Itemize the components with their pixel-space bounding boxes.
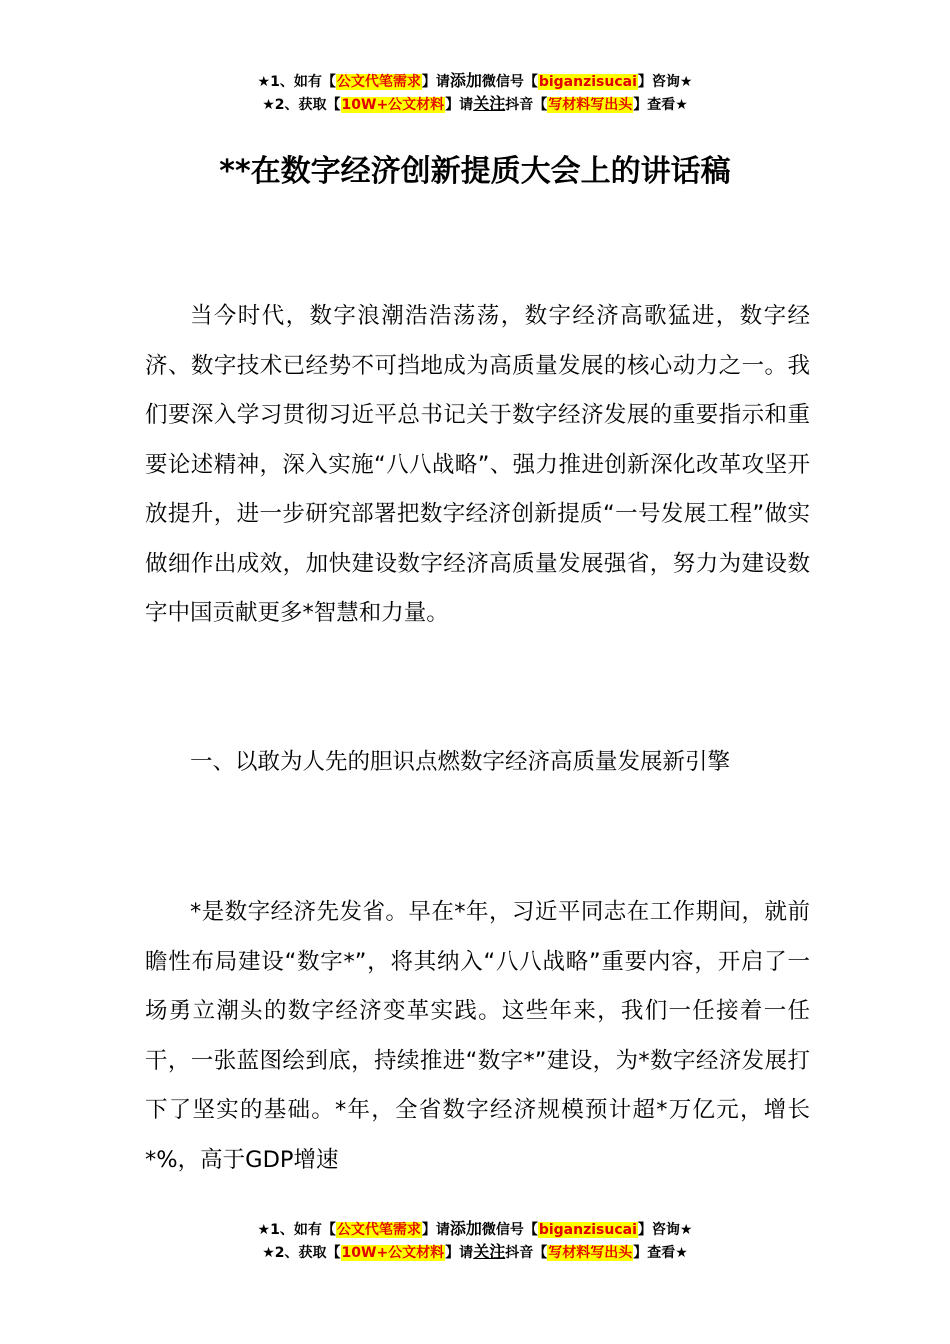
promo-emphasis: 添加 <box>449 71 482 90</box>
promo-line-2: ★2、获取【10W+公文材料】请关注抖音【写材料写出头】查看★ <box>262 1242 688 1261</box>
body-paragraph-intro: 当今时代，数字浪潮浩浩荡荡，数字经济高歌猛进，数字经济、数字技术已经势不可挡地成为高质量发展的核心动力之一。我们要深入学习贯彻习近平总书记关于数字经济发展的重要指示和重要论述精神，深入实施“八八战略”、强力推进创新深化改革攻坚开放提升，进一步研究部署把数字经济创新提质“一号发展工程”做实做细作出成效，加快建设数字经济高质量发展强省，努力为建设数字中国贡献更多*智慧和力量。 <box>145 303 810 626</box>
section-heading-1: 一、以敢为人先的胆识点燃数字经济高质量发展新引擎 <box>190 749 731 775</box>
body-paragraph-section-1: *是数字经济先发省。早在*年，习近平同志在工作期间，就前瞻性布局建设“数字*”，将其纳入“八八战略”重要内容，开启了一场勇立潮头的数字经济变革实践。这些年来，我们一任接着一任干，一张蓝图绘到底，持续推进“数字*”建设，为*数字经济发展打下了坚实的基础。*年，全省数字经济规模预计超*万亿元，增长*%，高于GDP增速 <box>145 899 810 1173</box>
promo-emphasis: 关注 <box>473 1242 506 1261</box>
promo-highlight: 10W+公文材料 <box>341 1245 445 1261</box>
promo-line-1: ★1、如有【公文代笔需求】请添加微信号【biganzisucai】咨询★ <box>257 71 693 90</box>
footer-promo-banner <box>0 1218 950 1264</box>
promo-highlight: biganzisucai <box>538 74 637 90</box>
promo-line-2: ★2、获取【10W+公文材料】请关注抖音【写材料写出头】查看★ <box>262 94 688 113</box>
promo-highlight: 写材料写出头 <box>548 1245 633 1261</box>
promo-emphasis: 添加 <box>449 1219 482 1238</box>
promo-highlight: 写材料写出头 <box>548 97 633 113</box>
promo-emphasis: 关注 <box>473 94 506 113</box>
promo-highlight: biganzisucai <box>538 1222 637 1238</box>
header-promo-banner <box>0 70 950 116</box>
document-title: **在数字经济创新提质大会上的讲话稿 <box>219 154 731 189</box>
promo-highlight: 公文代笔需求 <box>336 1222 421 1238</box>
promo-line-1: ★1、如有【公文代笔需求】请添加微信号【biganzisucai】咨询★ <box>257 1219 693 1238</box>
promo-highlight: 公文代笔需求 <box>336 74 421 90</box>
promo-highlight: 10W+公文材料 <box>341 97 445 113</box>
